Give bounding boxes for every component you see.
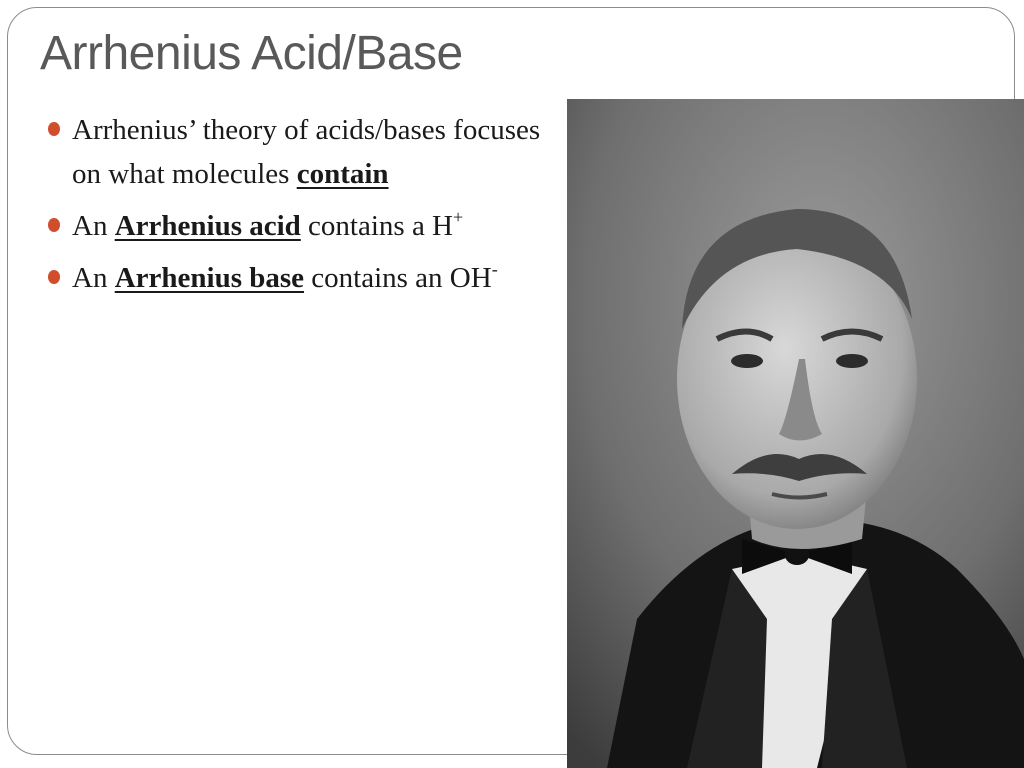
bullet-list: [48, 108, 560, 308]
bullet-dot-icon: [48, 122, 60, 136]
bullet-text: An: [72, 262, 115, 294]
bullet-item: [48, 256, 560, 300]
portrait-photo: [567, 99, 1024, 768]
superscript: -: [491, 259, 498, 279]
bullet-emphasis: contain: [296, 158, 389, 190]
bullet-text-tail: contains a H: [300, 210, 454, 242]
bullet-item: [48, 204, 560, 248]
bullet-emphasis: Arrhenius acid: [114, 210, 301, 242]
bullet-emphasis: Arrhenius base: [114, 262, 305, 294]
bullet-text: Arrhenius’ theory of acids/bases focuses on what molecules: [72, 114, 541, 190]
bullet-text: An: [72, 210, 115, 242]
bullet-dot-icon: [48, 270, 60, 284]
bullet-item: [48, 108, 560, 196]
superscript: +: [453, 207, 464, 227]
slide-title: Arrhenius Acid/Base: [40, 27, 463, 80]
bullet-dot-icon: [48, 218, 60, 232]
bullet-text-tail: contains an OH: [304, 262, 492, 294]
